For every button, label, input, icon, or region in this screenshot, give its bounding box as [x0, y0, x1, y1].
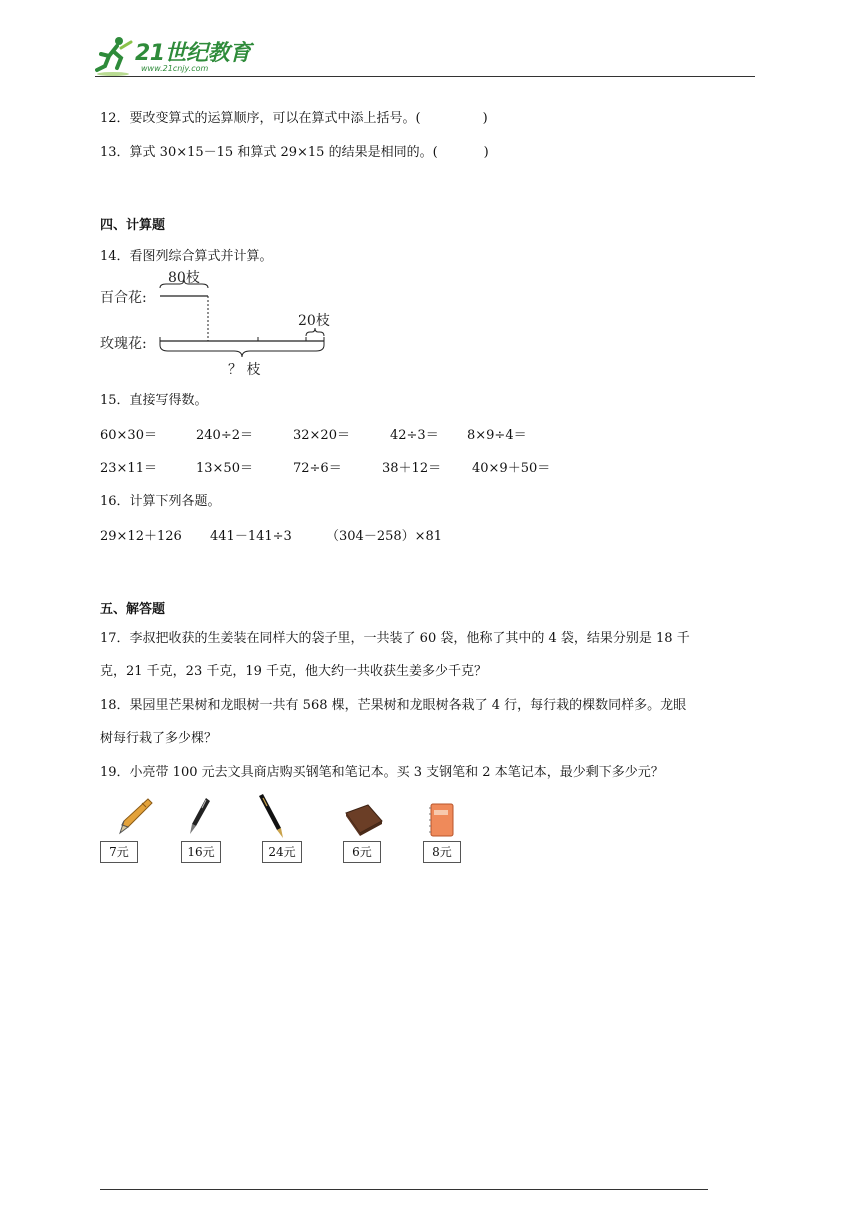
- footer-divider: [100, 1189, 708, 1190]
- question-12: 12．要改变算式的运算顺序，可以在算式中添上括号。( ): [100, 111, 488, 126]
- logo: [95, 34, 265, 78]
- q15-item: 13×50＝: [196, 461, 253, 476]
- q15-item: 72÷6＝: [293, 461, 342, 476]
- notebook-orange-icon: [428, 802, 456, 838]
- pen-icon: [184, 796, 214, 838]
- question-19: 19．小亮带 100 元去文具商店购买钢笔和笔记本。买 3 支钢笔和 2 本笔记本，最少剩下多少元？: [100, 765, 664, 780]
- difference-count: 20枝: [298, 313, 330, 329]
- q15-item: 32×20＝: [293, 428, 350, 443]
- q15-item: 240÷2＝: [196, 428, 253, 443]
- notebook-brown-icon: [342, 803, 384, 837]
- fountain-pen-black-icon: [255, 794, 289, 840]
- line-diagram: [100, 266, 340, 378]
- q16-item: （304－258）×81: [326, 529, 443, 544]
- logo-url: www.21cnjy.com: [141, 64, 209, 73]
- header-divider: [95, 76, 755, 77]
- lily-label: 百合花:: [100, 290, 147, 306]
- price-tag: 16元: [181, 841, 221, 863]
- q16-item: 29×12＋126: [100, 529, 182, 544]
- price-tag: 8元: [423, 841, 461, 863]
- price-tag: 6元: [343, 841, 381, 863]
- logo-text: 21世纪教育: [135, 41, 251, 66]
- fountain-pen-icon: [112, 795, 154, 837]
- q16-item: 441－141÷3: [210, 529, 292, 544]
- question-17-line1: 17．李叔把收获的生姜装在同样大的袋子里，一共装了 60 袋，他称了其中的 4 袋，结果分别是 18 千: [100, 631, 690, 646]
- unknown-total: ？ 枝: [228, 362, 261, 378]
- price-tag: 7元: [100, 841, 138, 863]
- question-14: 14．看图列综合算式并计算。: [100, 249, 273, 264]
- runner-logo-icon: [95, 34, 135, 78]
- price-tag: 24元: [262, 841, 302, 863]
- question-16: 16．计算下列各题。: [100, 494, 221, 509]
- question-13: 13．算式 30×15－15 和算式 29×15 的结果是相同的。( ): [100, 145, 489, 160]
- rose-label: 玫瑰花:: [100, 336, 147, 352]
- section-5-title: 五、解答题: [100, 602, 166, 617]
- q15-item: 60×30＝: [100, 428, 157, 443]
- question-18-line2: 树每行栽了多少棵？: [100, 731, 218, 746]
- q15-item: 8×9÷4＝: [467, 428, 527, 443]
- question-15: 15．直接写得数。: [100, 393, 208, 408]
- section-4-title: 四、计算题: [100, 218, 166, 233]
- q15-item: 40×9＋50＝: [472, 461, 551, 476]
- question-17-line2: 克，21 千克，23 千克，19 千克，他大约一共收获生姜多少千克？: [100, 664, 488, 679]
- question-18-line1: 18．果园里芒果树和龙眼树一共有 568 棵，芒果树和龙眼树各栽了 4 行，每行栽的棵数同样多。龙眼: [100, 698, 687, 713]
- q15-item: 38＋12＝: [382, 461, 442, 476]
- q15-item: 42÷3＝: [390, 428, 439, 443]
- q15-item: 23×11＝: [100, 461, 157, 476]
- lily-count: 80枝: [168, 270, 200, 286]
